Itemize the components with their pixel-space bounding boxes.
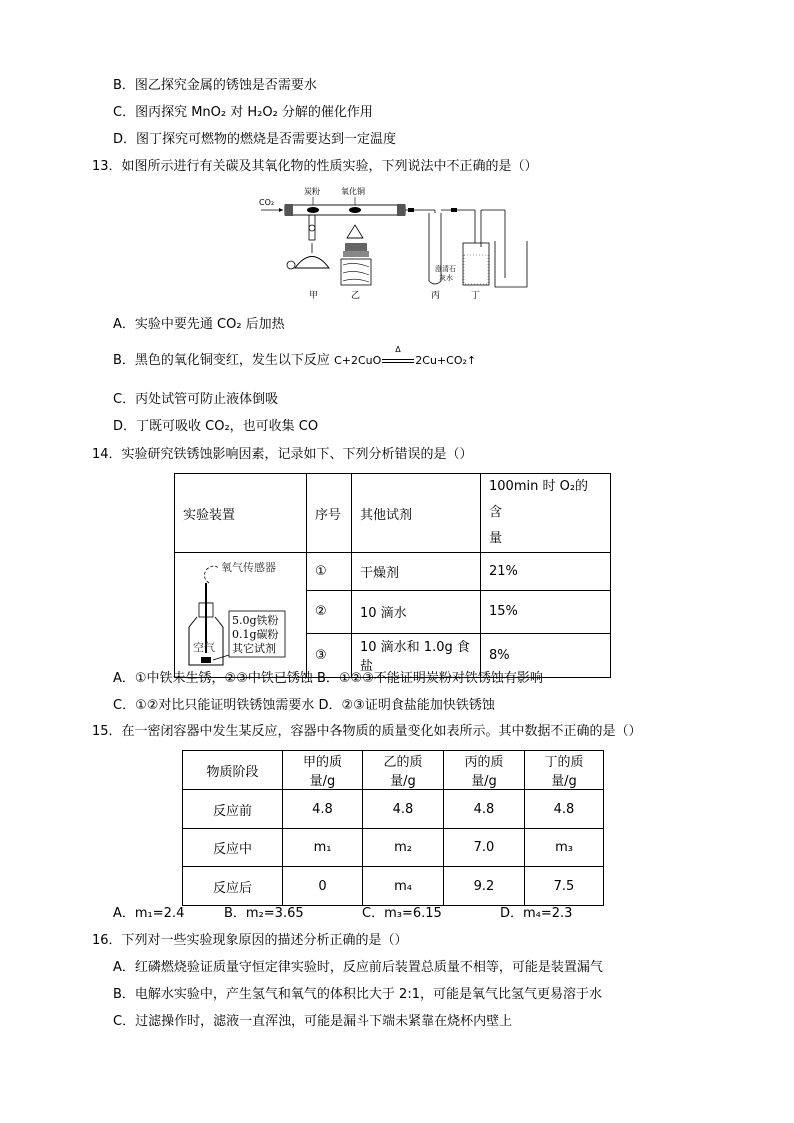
row3-o2: 8% [481, 633, 611, 677]
limewater-label-1: 澄清石 [435, 265, 456, 273]
cell: 4.8 [525, 790, 604, 829]
cell: 反应后 [183, 867, 283, 906]
q12-option-b: B．图乙探究金属的锈蚀是否需要水 [113, 78, 317, 93]
co2-label: CO₂ [259, 198, 275, 207]
q15-option-a: A．m₁=2.4 [113, 906, 185, 921]
row1-reagent: 干燥剂 [352, 553, 481, 591]
row2-number: ② [307, 591, 352, 633]
q14-table [174, 473, 611, 678]
table-row [183, 829, 604, 867]
cell: m₁ [283, 829, 363, 867]
header-bing: 丙的质量/g [444, 751, 525, 790]
q16-stem: 16．下列对一些实验现象原因的描述分析正确的是（） [92, 933, 408, 948]
q15-option-b: B．m₂=3.65 [224, 906, 304, 921]
header-jia: 甲的质量/g [283, 751, 363, 790]
q15-table [182, 750, 604, 906]
cell: 9.2 [444, 867, 525, 906]
row3-number: ③ [307, 633, 352, 677]
other-reagent-label: 其它试剂 [232, 642, 276, 655]
header-apparatus: 实验装置 [175, 474, 307, 553]
q13-option-d: D．丁既可吸收 CO₂，也可收集 CO [113, 419, 319, 434]
q13-apparatus-figure [255, 183, 535, 312]
q12-option-c: C．图丙探究 MnO₂ 对 H₂O₂ 分解的催化作用 [113, 105, 373, 120]
q13-option-a: A．实验中要先通 CO₂ 后加热 [113, 317, 285, 332]
row2-reagent: 10 滴水 [352, 591, 481, 633]
equation-condition: Δ [395, 345, 401, 354]
cell: 反应中 [183, 829, 283, 867]
q13-option-c: C．丙处试管可防止液体倒吸 [113, 392, 279, 407]
cuo-label: 氧化铜 [341, 187, 365, 196]
cell: 反应前 [183, 790, 283, 829]
cell: 4.8 [444, 790, 525, 829]
apparatus-cell [175, 553, 307, 678]
q16-option-b: B．电解水实验中，产生氢气和氧气的体积比大于 2:1，可能是氧气比氢气更易溶于水 [113, 987, 602, 1002]
row1-o2: 21% [481, 553, 611, 591]
q13-equation [334, 345, 477, 367]
q16-option-a: A．红磷燃烧验证质量守恒定律实验时，反应前后装置总质量不相等，可能是装置漏气 [113, 960, 603, 975]
equation-arrow [381, 345, 415, 370]
table-header-row [183, 751, 604, 790]
header-o2-line1: 100min 时 O₂的 含 [489, 479, 589, 520]
limewater-label-2: 灰水 [439, 274, 453, 282]
air-label: 空气 [193, 641, 215, 654]
row3-reagent: 10 滴水和 1.0g 食盐 [352, 633, 481, 677]
cell: 4.8 [363, 790, 444, 829]
cell: m₂ [363, 829, 444, 867]
row1-number: ① [307, 553, 352, 591]
label-jia: 甲 [309, 291, 319, 301]
q14-options-ab: A．①中铁未生锈，②③中铁已锈蚀 B．①②③不能证明炭粉对铁锈蚀有影响 [113, 671, 543, 686]
sensor-label: 氧气传感器 [221, 561, 276, 574]
q12-option-d: D．图丁探究可燃物的燃烧是否需要达到一定温度 [113, 132, 397, 147]
table-row [183, 867, 604, 906]
iron-powder-label: 5.0g铁粉 [232, 614, 279, 627]
equation-right: 2Cu+CO₂↑ [415, 354, 477, 367]
header-o2-line2: 量 [489, 531, 503, 546]
q14-options-cd: C．①②对比只能证明铁锈蚀需要水 D．②③证明食盐能加快铁锈蚀 [113, 698, 495, 713]
header-stage: 物质阶段 [183, 751, 283, 790]
carbon-label: 炭粉 [304, 187, 320, 196]
cell: m₄ [363, 867, 444, 906]
q13-option-b [113, 345, 477, 370]
header-reagent: 其他试剂 [352, 474, 481, 553]
equation-left: C+2CuO [334, 354, 382, 367]
table-row [183, 790, 604, 829]
label-yi: 乙 [351, 291, 361, 301]
header-ding: 丁的质量/g [525, 751, 604, 790]
cell: 4.8 [283, 790, 363, 829]
q16-option-c: C．过滤操作时，滤液一直浑浊，可能是漏斗下端未紧靠在烧杯内壁上 [113, 1014, 513, 1029]
header-yi: 乙的质量/g [363, 751, 444, 790]
q13-stem: 13．如图所示进行有关碳及其氧化物的性质实验，下列说法中不正确的是（） [92, 159, 538, 174]
header-o2 [481, 474, 611, 553]
label-ding: 丁 [471, 291, 481, 301]
header-number: 序号 [307, 474, 352, 553]
q13-option-b-text: B．黑色的氧化铜变红，发生以下反应 [113, 353, 330, 368]
row2-o2: 15% [481, 591, 611, 633]
table-header-row [175, 474, 611, 553]
cell: 0 [283, 867, 363, 906]
cell: 7.0 [444, 829, 525, 867]
q14-stem: 14．实验研究铁锈蚀影响因素，记录如下、下列分析错误的是（） [92, 447, 473, 462]
rust-apparatus-figure [175, 553, 306, 673]
carbon-powder-label: 0.1g碳粉 [232, 628, 279, 641]
q15-stem: 15．在一密闭容器中发生某反应，容器中各物质的质量变化如表所示。其中数据不正确的是（） [92, 724, 642, 739]
table-row [175, 553, 611, 591]
q15-option-d: D．m₄=2.3 [500, 906, 573, 921]
label-bing: 丙 [431, 291, 441, 301]
q15-option-c: C．m₃=6.15 [362, 906, 442, 921]
cell: 7.5 [525, 867, 604, 906]
cell: m₃ [525, 829, 604, 867]
